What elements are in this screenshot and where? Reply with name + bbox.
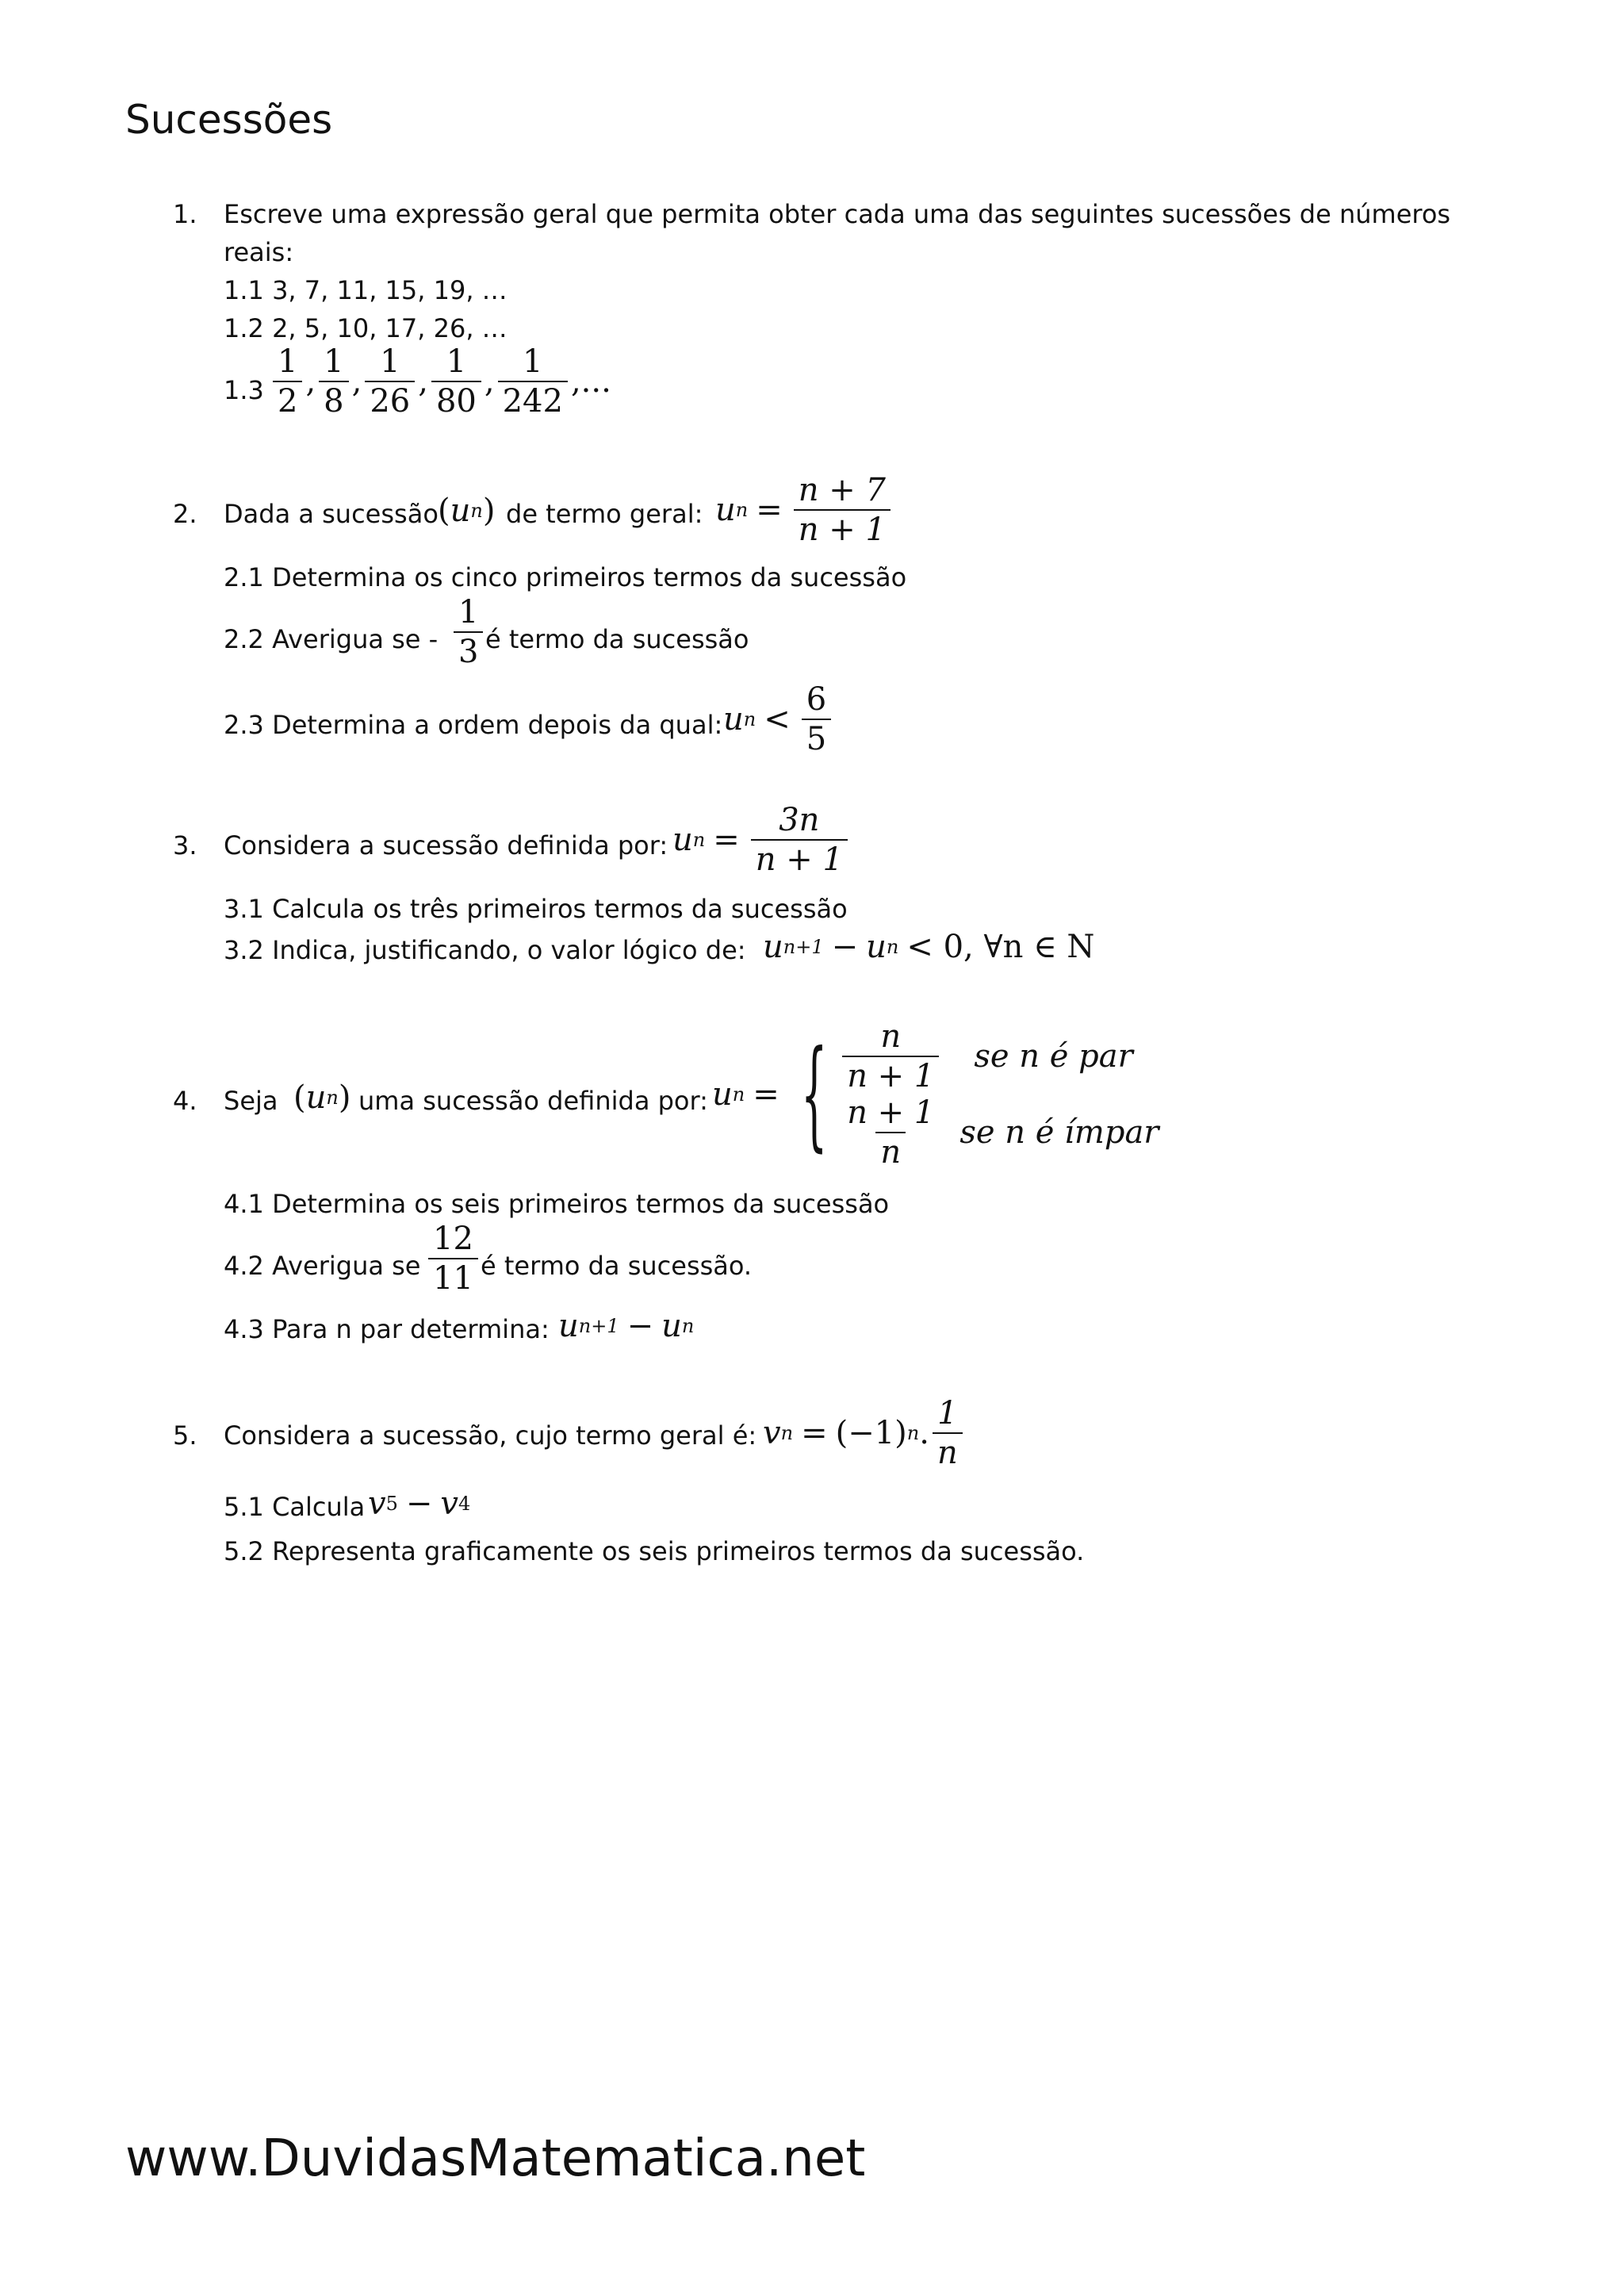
sequence-symbol: ( u n ) — [293, 1079, 351, 1116]
exercise-1-number: 1. — [173, 199, 197, 229]
fraction: $\frac{1}{n}$ — [933, 1397, 963, 1469]
exercise-4-3-label: 4.3 Para n par determina: — [224, 1314, 550, 1344]
fraction: $\frac{n + 1}{n}$ — [847, 1094, 935, 1171]
website-footer: www.DuvidasMatematica.net — [125, 2129, 866, 2188]
fraction: $\frac{12}{11}$ — [428, 1223, 478, 1294]
exercise-1-3-sequence: $\frac{1}{2}$ , $\frac{1}{8}$ , $\frac{1}{26}$ , $\frac{1}{80}$ , $\frac{1}{242}$ ,... — [270, 346, 611, 417]
exercise-4-3-expression: u n+1 − u n — [558, 1308, 695, 1344]
exercise-2-2-fraction — [450, 596, 486, 668]
fraction: $\frac{n}{n + 1}$ — [842, 1021, 939, 1092]
exercise-3-1: 3.1 Calcula os três primeiros termos da sucessão — [224, 894, 848, 924]
exercise-4-text-b: uma sucessão definida por: — [358, 1086, 708, 1116]
exercise-4-text-a: Seja — [224, 1086, 278, 1116]
exercise-4-2-label-b: é termo da sucessão. — [481, 1251, 753, 1281]
piecewise-cases — [839, 1018, 1159, 1171]
exercise-1-2: 1.2 2, 5, 10, 17, 26, … — [224, 313, 508, 343]
exercise-5-1-expression: v 5 − v 4 — [368, 1485, 471, 1522]
fraction: $\frac{1}{242}$ — [498, 346, 568, 417]
exercise-2-text-a: Dada a sucessão — [224, 499, 439, 529]
exercise-2-2-label-b: é termo da sucessão — [485, 624, 749, 654]
exercise-5-1-label: 5.1 Calcula — [224, 1492, 366, 1522]
fraction: $\frac{n + 7}{n + 1}$ — [794, 474, 891, 546]
exercise-3-number: 3. — [173, 830, 197, 861]
fraction: $\frac{1}{80}$ — [431, 346, 481, 417]
exercise-1-1: 1.1 3, 7, 11, 15, 19, … — [224, 275, 508, 305]
sequence-symbol: ( u n ) — [438, 493, 496, 529]
exercise-2-3-label: 2.3 Determina a ordem depois da qual: — [224, 710, 723, 740]
exercise-2-text-b: de termo geral: — [506, 499, 703, 529]
fraction: $\frac{1}{3}$ — [454, 596, 483, 668]
exercise-5-2: 5.2 Representa graficamente os seis primeiros termos da sucessão. — [224, 1536, 1085, 1566]
exercise-3-2-expression: u n+1 − u n < 0, ∀n ∈ N — [763, 929, 1095, 965]
case-row: $\frac{n}{n + 1}$ se n é par — [839, 1018, 1159, 1094]
exercise-5-text: Considera a sucessão, cujo termo geral é: — [224, 1420, 757, 1451]
exercise-5-formula: v n = (−1) n . $\frac{1}{n}$ — [763, 1397, 966, 1469]
exercise-1-3-label: 1.3 — [224, 375, 264, 405]
exercise-4-number: 4. — [173, 1086, 197, 1116]
exercise-5-number: 5. — [173, 1420, 197, 1451]
page-title: Sucessões — [125, 97, 333, 143]
exercise-2-formula: u n = $\frac{n + 7}{n + 1}$ — [715, 474, 894, 546]
case-row: $\frac{n + 1}{n}$ se n é ímpar — [839, 1094, 1159, 1171]
exercise-3-2-label: 3.2 Indica, justificando, o valor lógico de: — [224, 935, 746, 965]
fraction: $\frac{3n}{n + 1}$ — [751, 804, 848, 876]
curly-brace: { — [800, 1025, 828, 1163]
exercise-4-2-label-a: 4.2 Averigua se — [224, 1251, 421, 1281]
fraction: $\frac{1}{8}$ — [319, 346, 348, 417]
exercise-1-text-line2: reais: — [224, 237, 294, 267]
fraction: $\frac{6}{5}$ — [802, 684, 831, 755]
exercise-2-number: 2. — [173, 499, 197, 529]
fraction: $\frac{1}{26}$ — [365, 346, 415, 417]
exercise-4-piecewise: u n = { $\frac{n}{n + 1}$ se n é par $\frac{n + 1}{n}$ se n é ímpar — [712, 1018, 1159, 1171]
exercise-4-2-fraction — [425, 1221, 481, 1297]
exercise-4-1: 4.1 Determina os seis primeiros termos da sucessão — [224, 1189, 890, 1219]
exercise-1-text-line1: Escreve uma expressão geral que permita obter cada uma das seguintes sucessões de números — [224, 199, 1451, 229]
fraction: $\frac{1}{2}$ — [273, 346, 302, 417]
exercise-2-1: 2.1 Determina os cinco primeiros termos da sucessão — [224, 562, 907, 592]
exercise-2-2-label-a: 2.2 Averigua se - — [224, 624, 439, 654]
exercise-3-formula: u n = $\frac{3n}{n + 1}$ — [672, 804, 851, 876]
exercise-3-text: Considera a sucessão definida por: — [224, 830, 668, 861]
exercise-2-3-inequality: u n < $\frac{6}{5}$ — [723, 684, 834, 755]
